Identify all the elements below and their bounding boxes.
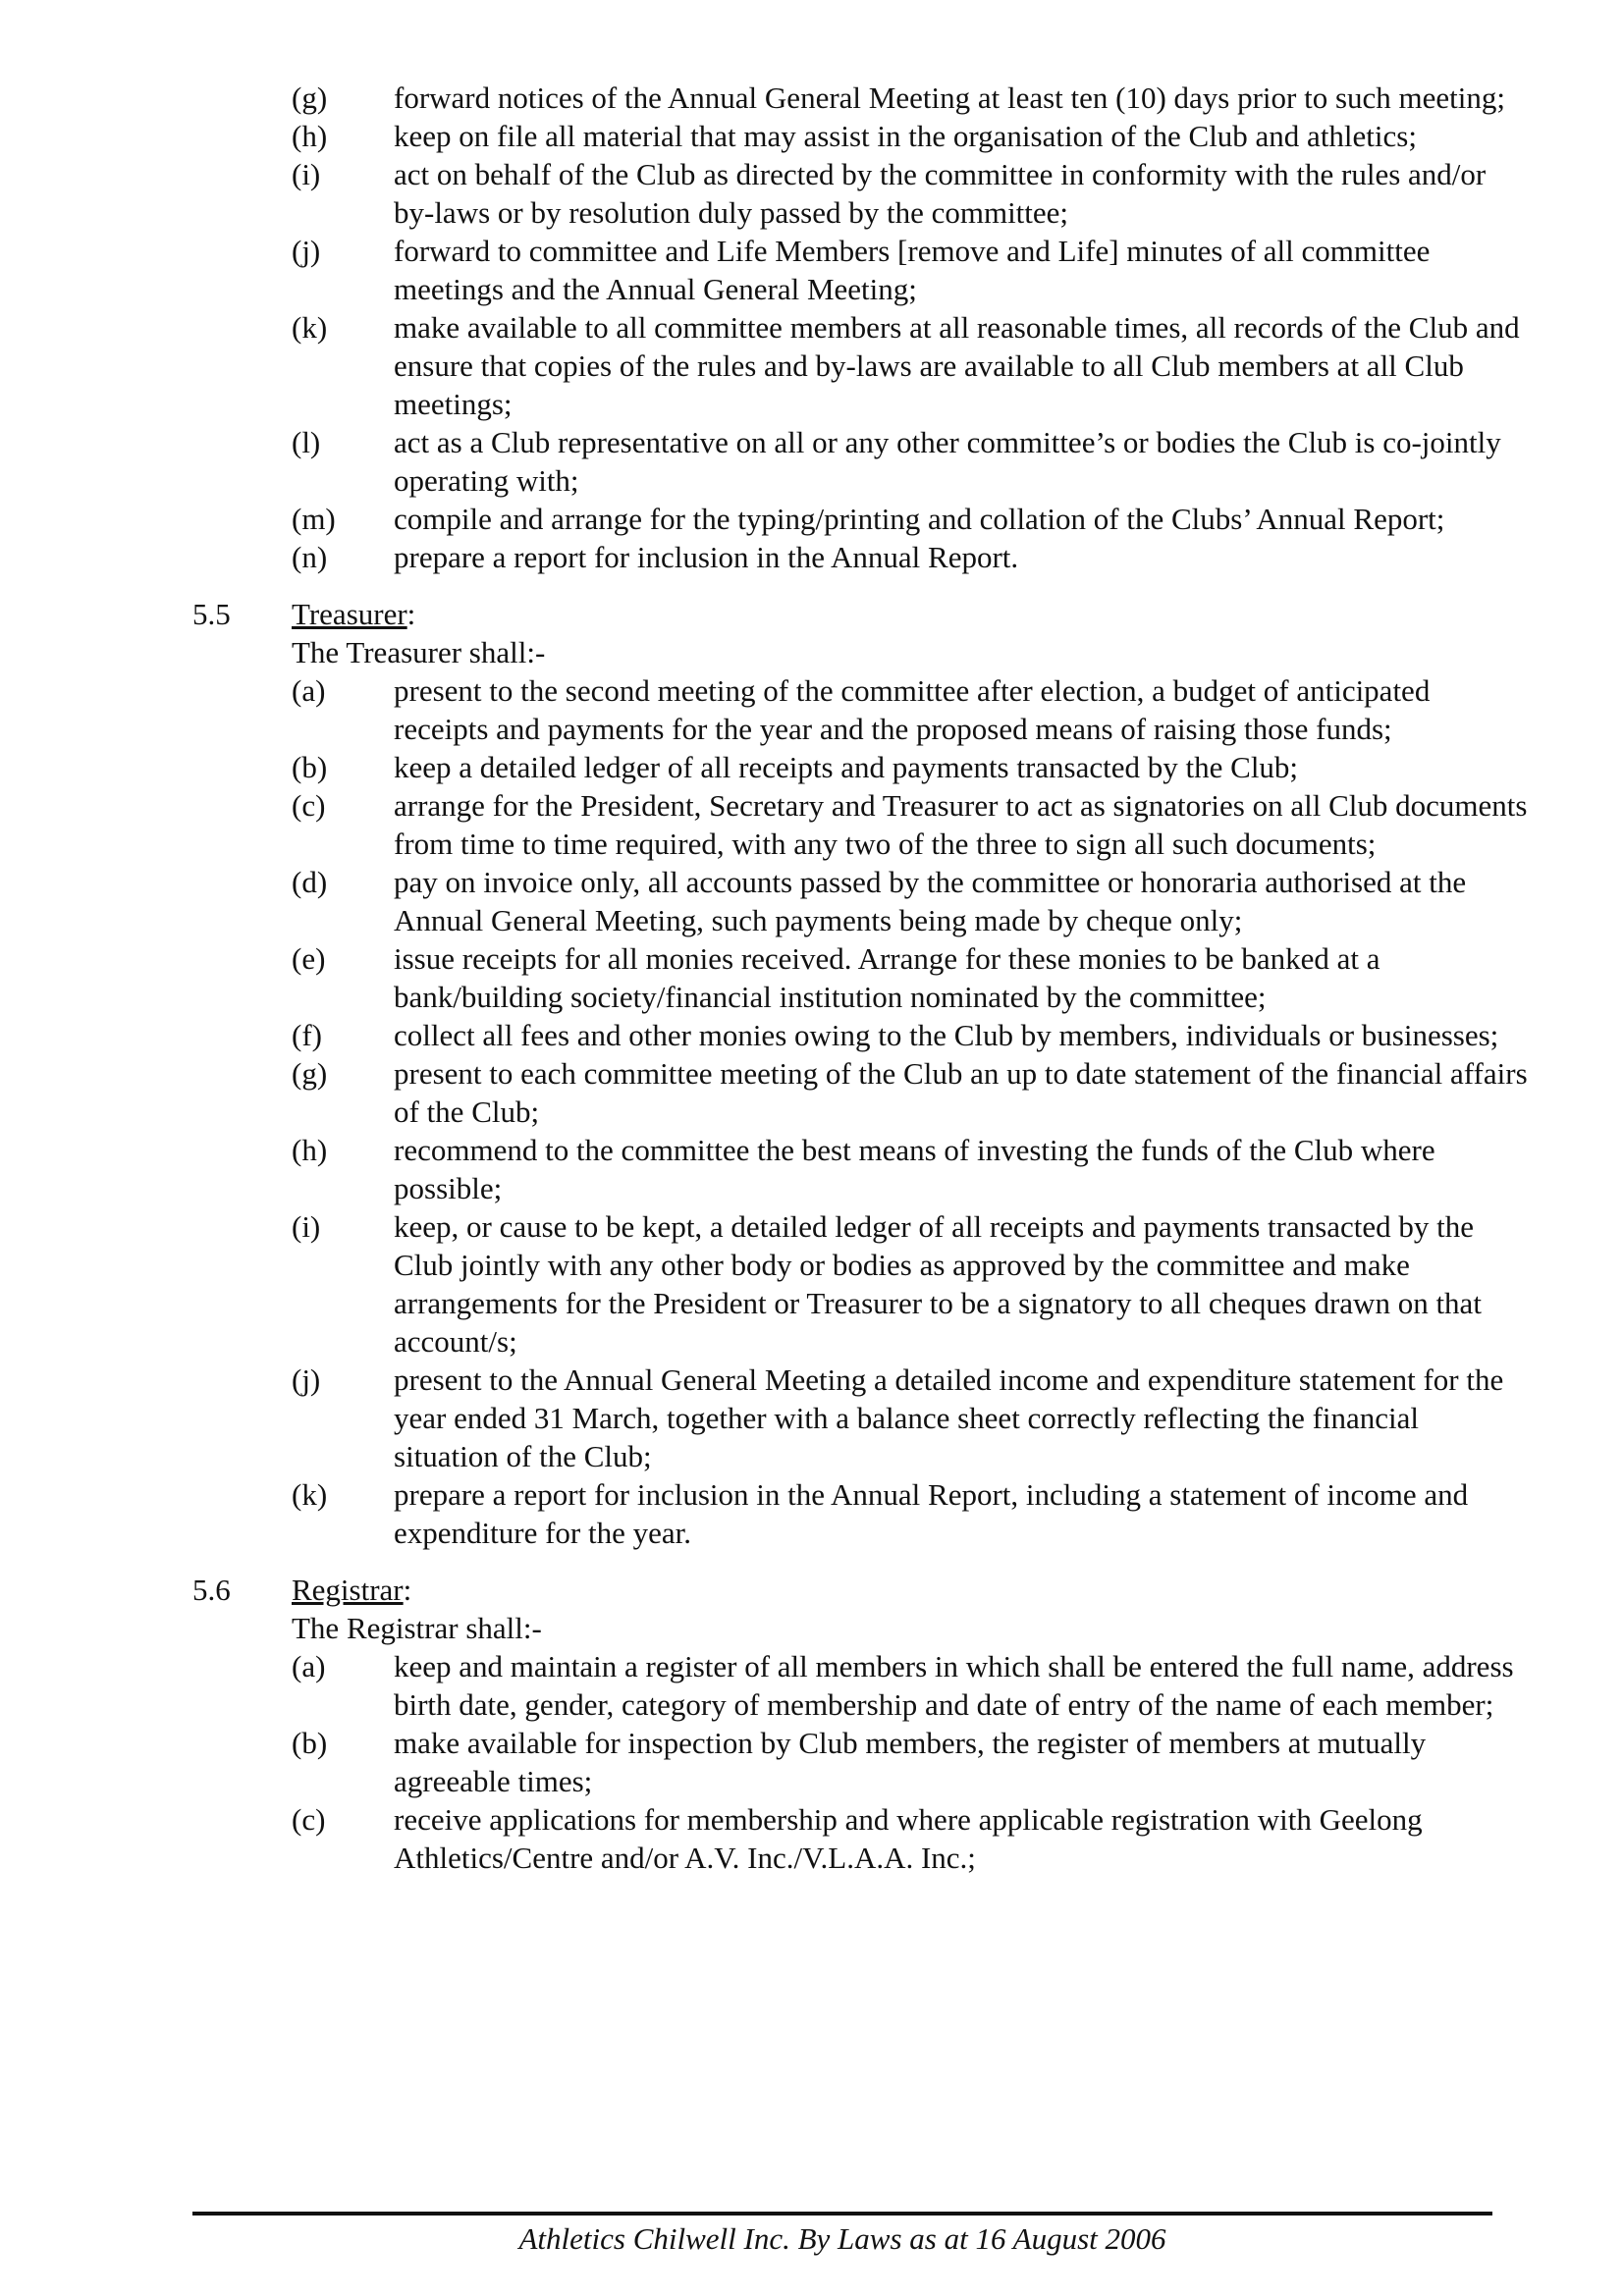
- list-item: [192, 79, 1528, 117]
- section-title: Registrar: [292, 1573, 404, 1607]
- list-item: [192, 1647, 1528, 1724]
- item-text: arrange for the President, Secretary and Treasurer to act as signatories on all Club documents from time to time required, with any two of the three to sign all such documents;: [394, 788, 1528, 861]
- list-item: [192, 1054, 1528, 1131]
- list-item: [192, 1016, 1528, 1054]
- secretary-duties-continued: [192, 79, 1528, 576]
- item-text: present to the second meeting of the committee after election, a budget of anticipated receipts and payments for the year and the proposed means of raising those funds;: [394, 673, 1431, 746]
- item-text: keep and maintain a register of all members in which shall be entered the full name, address birth date, gender, category of membership and date of entry of the name of each member;: [394, 1649, 1514, 1722]
- item-text: act as a Club representative on all or any other committee’s or bodies the Club is co-jointly operating with;: [394, 425, 1501, 498]
- list-item: [192, 155, 1528, 232]
- item-label: (h): [292, 119, 328, 153]
- list-item: [192, 308, 1528, 423]
- item-text: compile and arrange for the typing/printing and collation of the Clubs’ Annual Report;: [394, 502, 1445, 536]
- list-item: [192, 748, 1528, 786]
- item-text: receive applications for membership and where applicable registration with Geelong Athletics/Centre and/or A.V. Inc./V.L.A.A. Inc.;: [394, 1802, 1423, 1875]
- item-text: collect all fees and other monies owing to the Club by members, individuals or businesses;: [394, 1018, 1499, 1052]
- section-title: Treasurer: [292, 597, 407, 631]
- item-text: pay on invoice only, all accounts passed by the committee or honoraria authorised at the Annual General Meeting, such payments being made by cheque only;: [394, 865, 1467, 937]
- item-text: keep on file all material that may assist in the organisation of the Club and athletics;: [394, 119, 1417, 153]
- item-label: (a): [292, 673, 326, 708]
- section-registrar: [192, 1571, 1528, 1877]
- item-label: (f): [292, 1018, 322, 1052]
- item-text: keep a detailed ledger of all receipts and payments transacted by the Club;: [394, 750, 1299, 784]
- item-label: (a): [292, 1649, 326, 1683]
- item-label: (g): [292, 1056, 328, 1091]
- registrar-duties: [192, 1647, 1528, 1877]
- item-label: (c): [292, 1802, 326, 1837]
- document-body: [192, 79, 1528, 1877]
- item-label: (i): [292, 1209, 321, 1244]
- item-text: present to the Annual General Meeting a detailed income and expenditure statement for the year ended 31 March, together with a balance sheet correctly reflecting the financial situation of the Club;: [394, 1362, 1504, 1473]
- item-label: (k): [292, 310, 328, 345]
- item-label: (g): [292, 80, 328, 115]
- item-label: (b): [292, 1726, 328, 1760]
- item-text: prepare a report for inclusion in the Annual Report, including a statement of income and expenditure for the year.: [394, 1477, 1469, 1550]
- item-label: (d): [292, 865, 328, 899]
- section-heading: [192, 595, 1528, 633]
- page-footer: Athletics Chilwell Inc. By Laws as at 16 August 2006: [518, 2221, 1166, 2256]
- item-text: forward to committee and Life Members [remove and Life] minutes of all committee meetings and the Annual General Meeting;: [394, 234, 1431, 306]
- section-intro: The Treasurer shall:-: [292, 635, 546, 669]
- list-item: [192, 1800, 1528, 1877]
- list-item: [192, 500, 1528, 538]
- item-text: keep, or cause to be kept, a detailed ledger of all receipts and payments transacted by the Club jointly with any other body or bodies as approved by the committee and make arrangements for the President or Treasurer to be a signatory to all cheques drawn on that account/s;: [394, 1209, 1482, 1359]
- item-text: make available for inspection by Club members, the register of members at mutually agreeable times;: [394, 1726, 1427, 1798]
- item-label: (k): [292, 1477, 328, 1512]
- list-item: [192, 1131, 1528, 1207]
- item-label: (l): [292, 425, 321, 459]
- section-title-colon: :: [406, 597, 416, 631]
- item-text: prepare a report for inclusion in the Annual Report.: [394, 540, 1019, 574]
- list-item: [192, 1361, 1528, 1475]
- item-label: (h): [292, 1133, 328, 1167]
- item-label: (b): [292, 750, 328, 784]
- item-text: act on behalf of the Club as directed by the committee in conformity with the rules and/or by-laws or by resolution duly passed by the committee;: [394, 157, 1487, 230]
- section-title-colon: :: [403, 1573, 412, 1607]
- item-label: (e): [292, 941, 326, 976]
- item-text: issue receipts for all monies received. Arrange for these monies to be banked at a bank/building society/financial institution nominated by the committee;: [394, 941, 1380, 1014]
- item-label: (j): [292, 234, 321, 268]
- list-item: [192, 1724, 1528, 1800]
- item-label: (j): [292, 1362, 321, 1397]
- list-item: [192, 538, 1528, 576]
- list-item: [192, 939, 1528, 1016]
- treasurer-duties: [192, 671, 1528, 1552]
- list-item: [192, 671, 1528, 748]
- item-text: make available to all committee members at all reasonable times, all records of the Club and ensure that copies of the rules and by-laws are available to all Club members at all Club meetings;: [394, 310, 1520, 421]
- section-intro: The Registrar shall:-: [292, 1611, 542, 1645]
- item-text: forward notices of the Annual General Meeting at least ten (10) days prior to such meeting;: [394, 80, 1506, 115]
- list-item: [192, 863, 1528, 939]
- item-label: (m): [292, 502, 336, 536]
- footer-divider: [192, 2212, 1492, 2216]
- list-item: [192, 423, 1528, 500]
- item-label: (i): [292, 157, 321, 191]
- section-number: 5.6: [192, 1573, 231, 1607]
- list-item: [192, 117, 1528, 155]
- item-label: (n): [292, 540, 328, 574]
- item-label: (c): [292, 788, 326, 823]
- list-item: [192, 1475, 1528, 1552]
- item-text: present to each committee meeting of the Club an up to date statement of the financial affairs of the Club;: [394, 1056, 1528, 1129]
- section-number: 5.5: [192, 597, 231, 631]
- section-heading: [192, 1571, 1528, 1609]
- section-treasurer: [192, 595, 1528, 1552]
- list-item: [192, 232, 1528, 308]
- list-item: [192, 786, 1528, 863]
- list-item: [192, 1207, 1528, 1361]
- item-text: recommend to the committee the best means of investing the funds of the Club where possible;: [394, 1133, 1435, 1205]
